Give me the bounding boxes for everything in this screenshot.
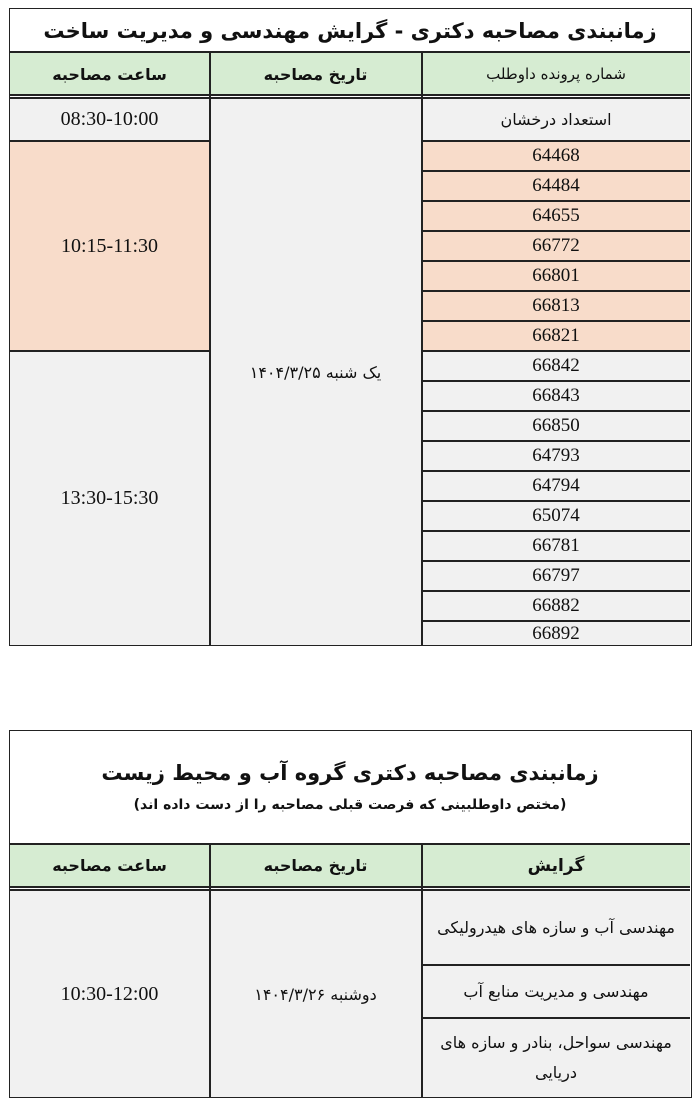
time-slot-2: 10:15-11:30 <box>10 142 209 351</box>
field-row: مهندسی سواحل، بنادر و سازه های دریایی <box>422 1019 690 1097</box>
file-row: 65074 <box>422 502 690 530</box>
file-row: 64655 <box>422 202 690 230</box>
interview-schedule-table-2 <box>9 730 692 1098</box>
interview-date: دوشنبه ۱۴۰۴/۳/۲۶ <box>210 891 421 1097</box>
table2-title: زمانبندی مصاحبه دکتری گروه آب و محیط زیست <box>101 761 599 785</box>
interview-time: 10:30-12:00 <box>10 891 209 1097</box>
header-field: گرایش <box>422 845 690 886</box>
file-row: 66850 <box>422 412 690 440</box>
header-interview-date: تاریخ مصاحبه <box>210 53 421 95</box>
file-row: 66882 <box>422 592 690 620</box>
file-row: 66772 <box>422 232 690 260</box>
interview-schedule-table-1 <box>9 8 692 646</box>
file-row: 66801 <box>422 262 690 290</box>
file-row: 64484 <box>422 172 690 200</box>
file-row: 66843 <box>422 382 690 410</box>
table1-title: زمانبندی مصاحبه دکتری - گرایش مهندسی و مدیریت ساخت <box>43 18 657 43</box>
time-slot-3: 13:30-15:30 <box>10 352 209 645</box>
header-file-number: شماره پرونده داوطلب <box>422 53 690 95</box>
header-interview-date: تاریخ مصاحبه <box>210 845 421 886</box>
header-interview-time: ساعت مصاحبه <box>10 53 209 95</box>
file-row: 64468 <box>422 142 690 170</box>
table2-subtitle: (مختص داوطلبینی که فرصت قبلی مصاحبه را از دست داده اند) <box>133 797 567 813</box>
field-row: مهندسی آب و سازه های هیدرولیکی <box>422 891 690 964</box>
file-row: 64793 <box>422 442 690 470</box>
file-row: 66892 <box>422 622 690 645</box>
file-row: 66821 <box>422 322 690 350</box>
time-slot-1: 08:30-10:00 <box>10 99 209 140</box>
header-interview-time: ساعت مصاحبه <box>10 845 209 886</box>
file-row: 66842 <box>422 352 690 380</box>
table2-title-block <box>10 731 690 843</box>
file-row: 66813 <box>422 292 690 320</box>
file-row: 64794 <box>422 472 690 500</box>
file-row: 66781 <box>422 532 690 560</box>
file-row: 66797 <box>422 562 690 590</box>
file-row-talent: استعداد درخشان <box>422 99 690 140</box>
field-row: مهندسی و مدیریت منابع آب <box>422 966 690 1017</box>
interview-date: یک شنبه ۱۴۰۴/۳/۲۵ <box>210 99 421 645</box>
